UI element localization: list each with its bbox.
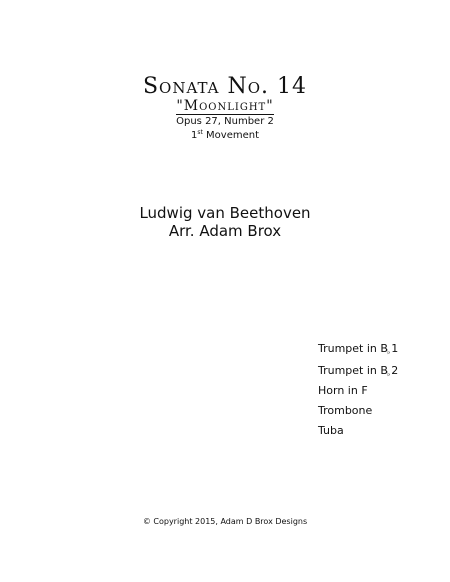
sonata-subtitle <box>0 98 450 114</box>
instrument-trumpet-1 <box>318 342 438 355</box>
instrument-name: Trumpet in B <box>318 364 388 377</box>
instrument-part-number: 2 <box>391 364 399 377</box>
movement-label: Movement <box>206 130 259 141</box>
opus-number: Opus 27, Number 2 <box>176 116 274 127</box>
instrument-list <box>318 342 438 444</box>
flat-sign-icon: ♭ <box>386 370 391 378</box>
copyright-notice: © Copyright 2015, Adam D Brox Designs <box>142 517 308 526</box>
instrument-horn: Horn in F <box>318 384 368 397</box>
flat-sign-icon: ♭ <box>386 348 391 356</box>
arranger-name: Arr. Adam Brox <box>168 222 282 240</box>
sonata-title: Sonata No. 14 <box>142 74 308 99</box>
instrument-trombone: Trombone <box>318 404 373 417</box>
instrument-trumpet-2 <box>318 364 438 377</box>
movement-line <box>0 127 450 142</box>
instrument-name: Trumpet in B <box>318 342 388 355</box>
movement-number: 1 <box>190 130 198 141</box>
instrument-tuba: Tuba <box>318 424 344 437</box>
movement-ordinal-suffix: st <box>197 129 203 136</box>
subtitle-text: "Moonlight" <box>176 98 274 114</box>
instrument-part-number: 1 <box>391 342 399 355</box>
composer-name: Ludwig van Beethoven <box>139 204 311 222</box>
